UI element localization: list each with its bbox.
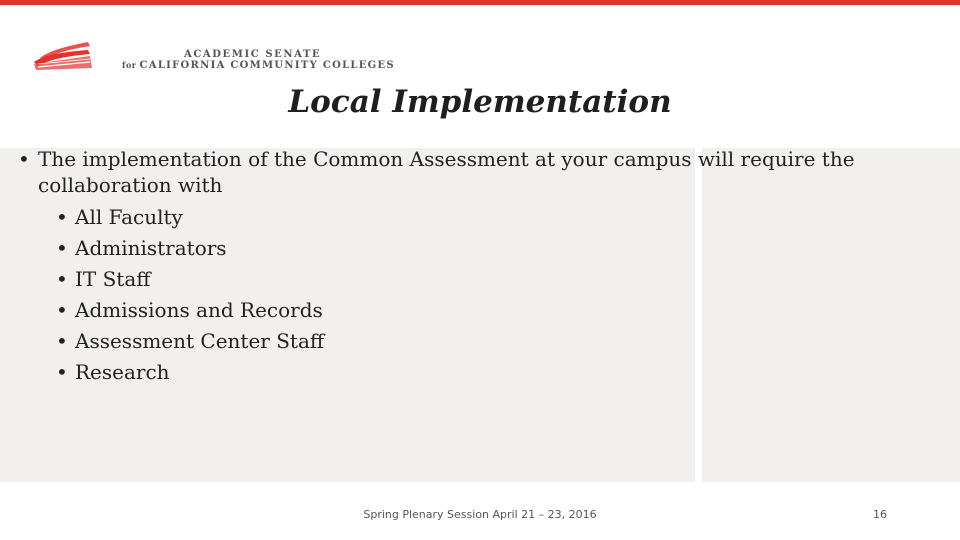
org-name-line2-text: CALIFORNIA COMMUNITY COLLEGES bbox=[139, 60, 395, 71]
org-name-prefix: for bbox=[122, 60, 137, 70]
slide-title: Local Implementation bbox=[288, 84, 672, 120]
collaborator-list bbox=[18, 202, 918, 388]
list-item: • Administrators bbox=[56, 233, 918, 264]
lead-bullet-text: The implementation of the Common Assessment at your campus will require the collaboration with bbox=[38, 147, 855, 197]
footer-session: Spring Plenary Session April 21 – 23, 2016 bbox=[363, 508, 597, 521]
page-number: 16 bbox=[873, 508, 887, 521]
org-name-line1: ACADEMIC SENATE bbox=[184, 49, 322, 60]
organization-name bbox=[122, 50, 395, 71]
list-item: • IT Staff bbox=[56, 264, 918, 295]
lead-bullet bbox=[18, 146, 868, 198]
top-accent-bar bbox=[0, 0, 960, 5]
list-item: • Research bbox=[56, 357, 918, 388]
slide-content bbox=[18, 146, 918, 388]
bullet-icon: • bbox=[18, 147, 30, 171]
list-item: • Admissions and Records bbox=[56, 295, 918, 326]
list-item: • All Faculty bbox=[56, 202, 918, 233]
academic-senate-logo-icon bbox=[30, 38, 94, 72]
list-item: • Assessment Center Staff bbox=[56, 326, 918, 357]
org-name-line2 bbox=[122, 61, 395, 71]
